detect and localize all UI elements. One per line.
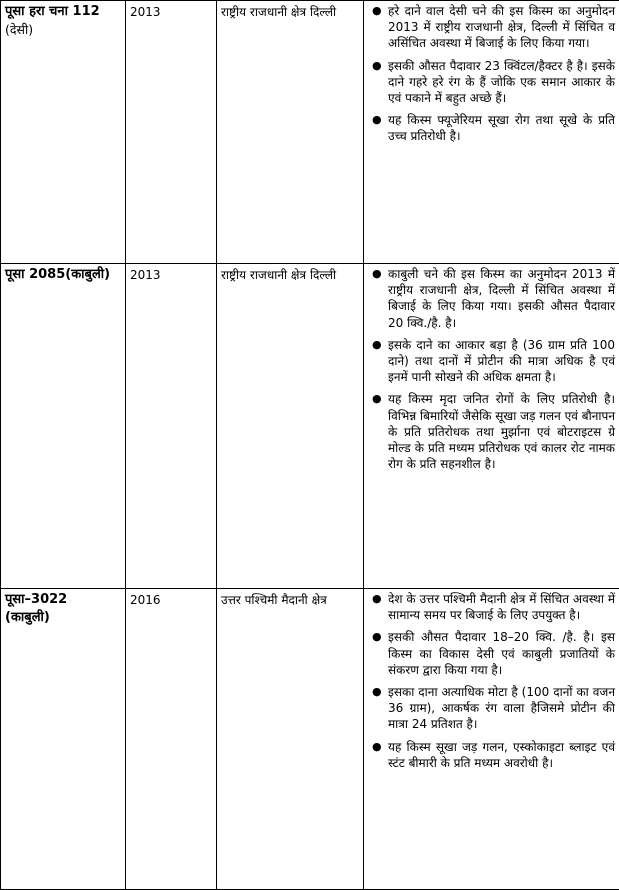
variety-name: पूसा हरा चना 112 [5,3,121,21]
list-item: ● यह किस्म सूखा जड़ गलन, एस्कोकाइटा ब्लाइट एवं स्टंट बीमारी के प्रति मध्यम अवरोधी है। [388,739,615,771]
feature-list [368,591,615,771]
bullet-icon: ● [372,337,382,353]
year-cell [126,589,217,890]
list-item: ● यह किस्म मृदा जनित रोगों के लिए प्रतिरोधी है। विभिन्न बिमारियों जैसेकि सूखा जड़ गलन एवं बौनापन के प्रति प्रतिरोधक तथा मुर्झाना एवं बोटराइटस ग्रे मोल्ड के प्रति मध्यम प्रतिरोधक एवं कालर रोट नामक रोग के प्रति सहनशील है। [388,391,615,472]
variety-name-cell [1,264,126,589]
year-cell [126,1,217,264]
features-cell [364,1,619,264]
year-cell [126,264,217,589]
list-item: ● इसकी औसत पैदावार 23 क्विंटल/हैक्टर है है। इसके दाने गहरे हरे रंग के हैं जोकि एक समान आकार के एवं पकाने में बहुत अच्छे हैं। [388,58,615,107]
list-item: ● इसका दाना अत्याधिक मोटा है (100 दानों का वजन 36 ग्राम), आकर्षक रंग वाला हैजिसमे प्रोटीन की मात्रा 24 प्रतिशत है। [388,684,615,733]
list-item: ● यह किस्म फ्यूजेरियम सूखा रोग तथा सूखे के प्रति उच्च प्रतिरोधी है। [388,112,615,144]
release-year: 2013 [130,5,161,19]
features-cell [364,264,619,589]
bullet-icon: ● [372,739,382,755]
recommended-area: उत्तर पश्चिमी मैदानी क्षेत्र [221,591,359,609]
feature-list [368,266,615,472]
area-cell [217,1,364,264]
table-row [1,264,619,589]
release-year: 2013 [130,268,161,282]
bullet-icon: ● [372,266,382,282]
variety-type: (देसी) [5,21,121,39]
recommended-area: राष्ट्रीय राजधानी क्षेत्र दिल्ली [221,266,359,284]
bullet-icon: ● [372,391,382,407]
bullet-icon: ● [372,684,382,700]
bullet-icon: ● [372,112,382,128]
area-cell [217,264,364,589]
area-cell [217,589,364,890]
recommended-area: राष्ट्रीय राजधानी क्षेत्र दिल्ली [221,3,359,21]
features-cell [364,589,619,890]
variety-type: (काबुली) [5,609,121,627]
variety-name-cell [1,589,126,890]
bullet-icon: ● [372,629,382,645]
list-item: ● इसके दाने का आकार बड़ा है (36 ग्राम प्रति 100 दाने) तथा दानों में प्रोटीन की मात्रा अधिक है एवं इनमें पानी सोखने की अधिक क्षमता है। [388,337,615,386]
bullet-icon: ● [372,3,382,19]
table-row [1,1,619,264]
list-item: ● काबुली चने की इस किस्म का अनुमोदन 2013 में राष्ट्रीय राजधानी क्षेत्र, दिल्ली में सिंचित अवस्था में बिजाई के लिए किया गया। इसकी औसत पैदावार 20 क्वि./है. है। [388,266,615,331]
release-year: 2016 [130,593,161,607]
variety-name: पूसा–3022 [5,591,121,609]
table-row [1,589,619,890]
variety-name: पूसा 2085(काबुली) [5,266,121,284]
bullet-icon: ● [372,58,382,74]
list-item: ● हरे दाने वाल देसी चने की इस किस्म का अनुमोदन 2013 में राष्ट्रीय राजधानी क्षेत्र, दिल्ली में सिंचित व असिंचित अवस्था में बिजाई के लिए किया गया। [388,3,615,52]
feature-list [368,3,615,145]
list-item: ● देश के उत्तर पश्चिमी मैदानी क्षेत्र में सिंचित अवस्था में सामान्य समय पर बिजाई के लिए उपयुक्त है। [388,591,615,623]
variety-name-cell [1,1,126,264]
bullet-icon: ● [372,591,382,607]
list-item: ● इसकी औसत पैदावार 18–20 क्वि. /है. है। इस किस्म का विकास देसी एवं काबुली प्रजातियों के संकरण द्वारा किया गया है। [388,629,615,678]
